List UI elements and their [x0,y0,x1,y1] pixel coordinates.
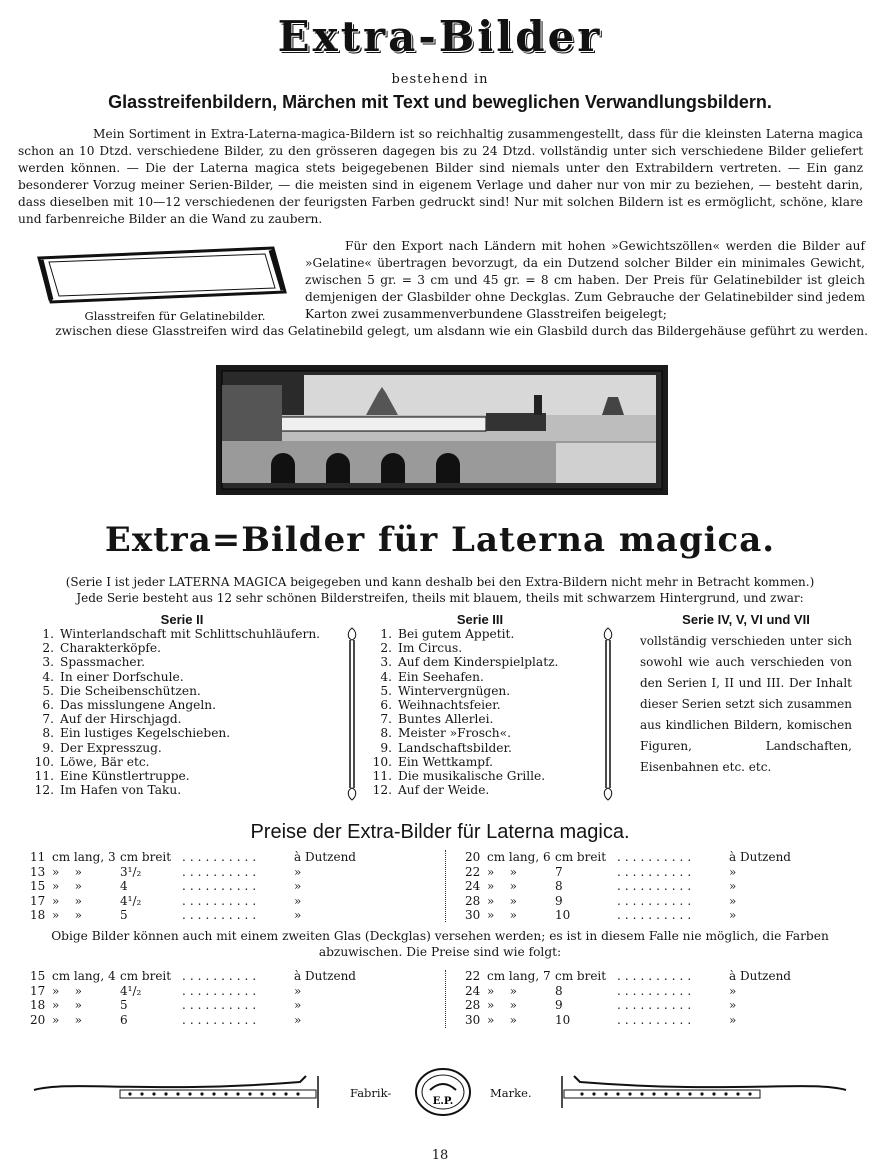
list-item [32,783,332,797]
item-title: Meister »Frosch«. [398,726,511,741]
item-title: Eine Künstlertruppe. [60,769,190,784]
price-row [30,879,301,893]
price-row [30,984,301,998]
price-cell-a: 30 [465,1012,481,1027]
price-table-divider-2 [445,970,446,1028]
price-cell-b: cm lang, 4 [52,969,116,983]
price-cell-a: 30 [465,908,481,922]
item-title: Wintervergnügen. [398,683,511,698]
leader-dots: .......... [182,998,261,1012]
price-row [465,998,736,1012]
list-item [32,698,332,712]
item-title: Landschaftsbilder. [398,740,512,755]
item-title: Auf der Weide. [398,783,490,798]
list-item [32,741,332,755]
list-item [370,726,590,740]
item-number: 12. [372,783,392,798]
price-cell-b: » » [52,983,82,998]
price-row [465,908,736,922]
price-cell-b: » » [487,864,517,879]
price-cell-c: cm breit [555,850,607,864]
item-title: Der Expresszug. [60,740,162,755]
footer-fabrik: Fabrik- [350,1086,392,1100]
price-cell-b: » » [487,983,517,998]
item-number: 12. [34,783,54,798]
item-title: Ein Wettkampf. [398,754,494,769]
price-cell-b: cm lang, 7 [487,969,551,983]
list-item [32,755,332,769]
price-cell-c: 7 [555,864,563,879]
illustration-caption: Glasstreifen für Gelatinebilder. [84,309,266,323]
item-title: Auf der Hirschjagd. [60,712,182,727]
price-cell-c: 9 [555,998,563,1012]
price-cell-d: » [729,908,737,922]
item-title: Bei gutem Appetit. [398,627,515,641]
price-cell-d: à Dutzend [294,969,356,983]
export-paragraph-end: zwischen diese Glasstreifen wird das Gelatinebild gelegt, um alsdann wie ein Glasbild durch das Bildergehäuse geführt zu werden. [55,324,868,338]
item-number: 5. [42,683,54,698]
price-cell-b: » » [52,1012,82,1027]
price-cell-d: » [294,864,302,879]
footer-ornament-right [560,1072,850,1112]
price-cell-b: » » [52,998,82,1012]
price-cell-c: 6 [120,1012,128,1027]
trademark-logo [414,1066,472,1118]
price-row [465,969,791,983]
price-cell-a: 22 [465,864,481,879]
export-paragraph: Für den Export nach Ländern mit hohen »Gewichtszöllen« werden die Bilder auf »Gelatine« übertragen bevorzugt, da ein Dutzend solcher Bilder ein minimales Gewicht, zwischen 5 gr. = 3 cm und 45 gr. = 8 cm haben. Der Preis für Gelatinebilder ist gleich demjenigen der Glasbilder ohne Deckglas. Zum Gebrauche der Gelatinebilder sind jedem Karton zwei zusammenverbundene Glasstreifen beigelegt; [305,239,865,321]
prices-title: Preise der Extra-Bilder für Laterna magica. [250,821,630,843]
item-number: 2. [380,641,392,656]
item-number: 11. [34,769,54,784]
item-title: Das misslungene Angeln. [60,698,216,713]
list-item [370,684,590,698]
item-title: Ein lustiges Kegelschieben. [60,726,231,741]
item-title: Im Hafen von Taku. [60,783,182,798]
price-cell-c: cm breit [555,969,607,983]
item-number: 9. [42,740,54,755]
item-title: Auf dem Kinderspielplatz. [398,655,559,670]
price-row [465,850,791,864]
item-title: In einer Dorfschule. [60,669,184,684]
section-title: Extra=Bilder für Laterna magica. [104,520,776,560]
serie-ii-list [32,627,332,797]
price-cell-c: 4 [120,879,128,893]
price-cell-a: 15 [30,969,46,983]
leader-dots: .......... [182,1012,261,1027]
leader-dots: .......... [617,850,696,864]
price-cell-d: à Dutzend [729,850,791,864]
item-number: 9. [380,740,392,755]
ornament-divider-right [600,626,616,802]
serie-iii-list [370,627,590,797]
intro-paragraph: Mein Sortiment in Extra-Laterna-magica-Bildern ist so reichhaltig zusammengestellt, dass für die kleinsten Laterna magica schon an 10 Dtzd. verschiedene Bilder, zu den grösseren dagegen bis zu 24 Dtzd. vollständig unter sich verschiedene Bilder geliefert werden können. — Die der Laterna magica stets beigegebenen Bilder sind niemals unter den Extrabildern vertreten. — Ein ganz besonderer Vorzug meiner Serien-Bilder, — die meisten sind in eigenem Verlage und daher nur von mir zu beziehen, — besteht darin, dass dieselben mit 10—12 verschiedenen der feurigsten Farben gedruckt sind! Nur mit solchen Bildern ist es ermöglicht, schöne, klare und farbenreiche Bilder an die Wand zu zaubern. [18,127,863,226]
leader-dots: .......... [617,983,696,998]
price-cell-d: » [729,1012,737,1027]
serie-iv-vii-column [640,612,852,778]
section-intro [10,574,870,606]
price-cell-b: » » [487,1012,517,1027]
railway-engraving [216,365,668,495]
price-row [30,969,356,983]
price-cell-c: 9 [555,893,563,908]
leader-dots: .......... [182,893,261,908]
price-cell-b: » » [52,864,82,879]
price-cell-c: 4¹/₂ [120,983,142,998]
price-cell-b: » » [487,998,517,1012]
serie-ii-heading: Serie II [160,612,204,627]
price-row [30,894,301,908]
price-cell-d: » [729,879,737,893]
item-number: 6. [380,698,392,713]
list-item [32,670,332,684]
price-cell-b: » » [487,908,517,922]
price-cell-d: » [729,998,737,1012]
item-number: 8. [42,726,54,741]
page-number: 18 [431,1148,449,1163]
price-row [30,998,301,1012]
footer-ornament-left [30,1072,320,1112]
list-item [370,670,590,684]
price-cell-a: 17 [30,983,46,998]
item-title: Spassmacher. [60,655,145,670]
price-cell-b: » » [52,893,82,908]
price-cell-d: » [294,998,302,1012]
item-title: Die musikalische Grille. [398,769,546,784]
price-cell-d: » [294,1012,302,1027]
price-cell-d: » [294,879,302,893]
serie-description: Jede Serie besteht aus 12 sehr schönen Bilderstreifen, theils mit blauem, theils mit schwarzem Hintergrund, und zwar: [76,591,804,605]
price-row [30,865,301,879]
item-number: 7. [380,712,392,727]
leader-dots: .......... [617,998,696,1012]
price-cell-a: 24 [465,879,481,893]
price-row [30,850,356,864]
price-row [465,879,736,893]
item-number: 1. [380,627,392,641]
price-cell-c: 10 [555,908,571,922]
leader-dots: .......... [182,983,261,998]
price-cell-d: » [729,893,737,908]
price-cell-d: » [294,893,302,908]
footer-marke: Marke. [490,1086,532,1100]
item-title: Löwe, Bär etc. [60,754,150,769]
price-cell-c: 10 [555,1012,571,1027]
price-cell-c: 3¹/₂ [120,864,142,879]
price-cell-b: » » [487,893,517,908]
item-title: Die Scheibenschützen. [60,683,201,698]
price-cell-d: » [729,983,737,998]
price-cell-d: à Dutzend [294,850,356,864]
list-item [370,698,590,712]
ornament-divider-left [344,626,360,802]
price-cell-c: 4¹/₂ [120,893,142,908]
serie-iii-heading: Serie III [456,612,504,627]
price-cell-a: 18 [30,998,46,1012]
leader-dots: .......... [617,1012,696,1027]
price-row [465,984,736,998]
item-number: 1. [42,627,54,641]
list-item [370,755,590,769]
price-cell-d: » [294,983,302,998]
leader-dots: .......... [182,969,261,983]
leader-dots: .......... [182,864,261,879]
price-row [465,894,736,908]
item-number: 10. [34,754,54,769]
leader-dots: .......... [182,908,261,922]
serie-iv-vii-text: vollständig verschieden unter sich sowohl wie auch verschieden von den Serien I, II und III. Der Inhalt dieser Serien setzt sich zusammen aus kindlichen Bildern, komischen Figuren, Landschaften, Eisenbahnen etc. etc. [640,634,852,774]
serie-iii-column [370,612,590,797]
leader-dots: .......... [617,864,696,879]
price-cell-a: 28 [465,998,481,1012]
leader-dots: .......... [617,969,696,983]
leader-dots: .......... [617,879,696,893]
item-number: 11. [372,769,392,784]
list-item [32,641,332,655]
leader-dots: .......... [182,850,261,864]
item-number: 2. [42,641,54,656]
item-number: 6. [42,698,54,713]
leader-dots: .......... [617,893,696,908]
list-item [32,655,332,669]
item-number: 3. [380,655,392,670]
price-row [465,865,736,879]
item-title: Weihnachtsfeier. [398,698,501,713]
logo-text: E.P. [432,1096,454,1107]
serie-iv-vii-heading: Serie IV, V, VI und VII [682,612,810,627]
price-cell-a: 24 [465,983,481,998]
item-number: 5. [380,683,392,698]
page-title: Extra-Bilder [277,12,603,61]
price-cell-a: 28 [465,893,481,908]
price-cell-b: cm lang, 6 [487,850,551,864]
price-cell-d: à Dutzend [729,969,791,983]
price-cell-d: » [729,864,737,879]
price-cell-a: 20 [465,850,481,864]
price-cell-a: 18 [30,908,46,922]
price-cell-b: » » [487,879,517,893]
price-cell-b: » » [52,908,82,922]
leader-dots: .......... [617,908,696,922]
price-cell-c: 5 [120,998,128,1012]
price-cell-a: 13 [30,864,46,879]
list-item [32,627,332,641]
price-row [30,908,301,922]
deckglas-note: Obige Bilder können auch mit einem zweiten Glas (Deckglas) versehen werden; es ist in diesem Falle nie möglich, die Farben abzuwischen. Die Preise sind wie folgt: [51,929,829,959]
list-item [32,712,332,726]
item-title: Charakterköpfe. [60,641,161,656]
subtitle-main: Glasstreifenbildern, Märchen mit Text und beweglichen Verwandlungsbildern. [108,92,772,112]
item-title: Im Circus. [398,641,463,656]
price-cell-a: 11 [30,850,46,864]
subtitle: bestehend in [391,72,489,87]
item-number: 8. [380,726,392,741]
leader-dots: .......... [182,879,261,893]
price-cell-c: 8 [555,983,563,998]
price-cell-b: » » [52,879,82,893]
price-cell-a: 20 [30,1012,46,1027]
list-item [370,655,590,669]
serie-note: (Serie I ist jeder LATERNA MAGICA beigegeben und kann deshalb bei den Extra-Bildern nicht mehr in Betracht kommen.) [65,575,815,589]
price-cell-c: cm breit [120,850,172,864]
list-item [32,726,332,740]
price-row [465,1013,736,1027]
list-item [370,741,590,755]
list-item [32,684,332,698]
item-number: 3. [42,655,54,670]
item-number: 4. [42,669,54,684]
price-cell-c: 8 [555,879,563,893]
price-row [30,1013,301,1027]
list-item [370,641,590,655]
price-table-divider-1 [445,850,446,922]
price-cell-a: 22 [465,969,481,983]
item-title: Ein Seehafen. [398,669,484,684]
list-item [370,712,590,726]
glass-strip-illustration [35,244,290,306]
serie-ii-column [32,612,332,797]
item-number: 4. [380,669,392,684]
list-item [370,783,590,797]
price-cell-c: 5 [120,908,128,922]
list-item [370,769,590,783]
item-number: 10. [372,754,392,769]
price-cell-b: cm lang, 3 [52,850,116,864]
item-number: 7. [42,712,54,727]
price-cell-a: 15 [30,879,46,893]
list-item [370,627,590,641]
item-title: Winterlandschaft mit Schlittschuhläufern. [60,627,321,641]
item-title: Buntes Allerlei. [398,712,494,727]
price-cell-a: 17 [30,893,46,908]
list-item [32,769,332,783]
price-cell-c: cm breit [120,969,172,983]
price-cell-d: » [294,908,302,922]
